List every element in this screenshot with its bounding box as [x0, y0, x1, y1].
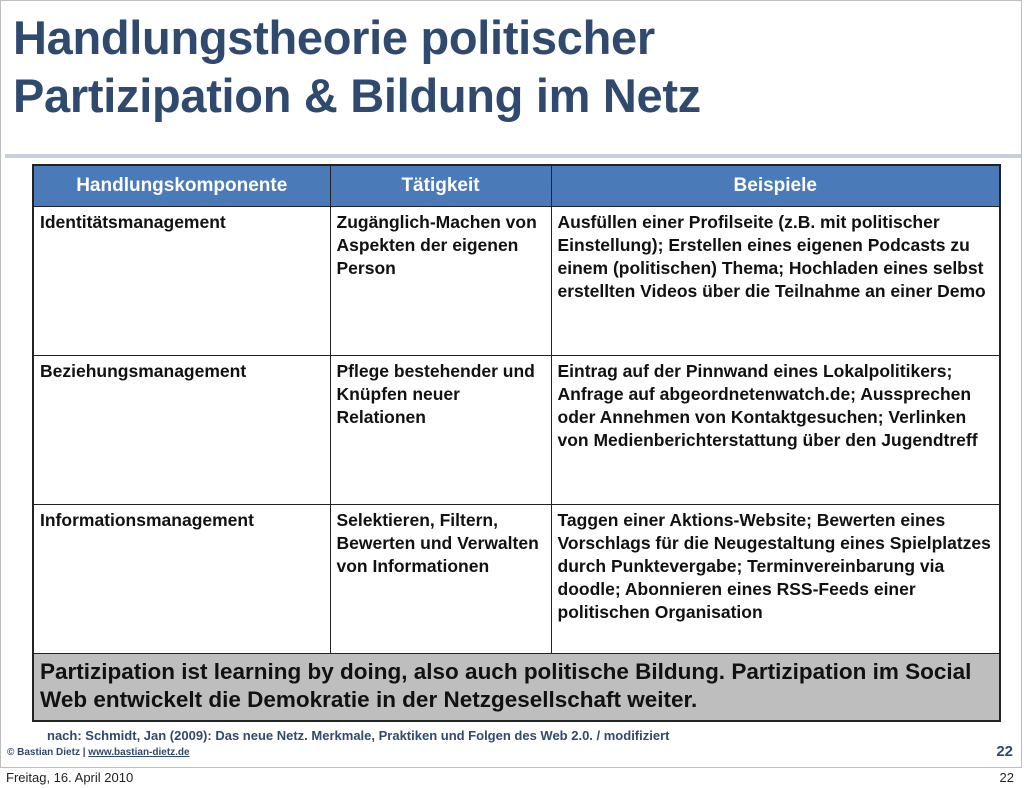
action-components-table	[32, 164, 1001, 722]
title-line-2: Partizipation & Bildung im Netz	[13, 69, 701, 122]
slide-number: 22	[996, 743, 1013, 760]
cell-activity: Zugänglich-Machen von Aspekten der eigenen Person	[330, 207, 551, 356]
cell-activity: Selektieren, Filtern, Bewerten und Verwalten von Informationen	[330, 505, 551, 654]
cell-examples: Taggen einer Aktions-Website; Bewerten eines Vorschlags für die Neugestaltung eines Spielplatzes durch Punktevergabe; Terminvereinbarung via doodle; Abonnieren eines RSS-Feeds einer politischen Organisation	[551, 505, 1000, 654]
website-link[interactable]: www.bastian-dietz.de	[88, 747, 190, 758]
summary-text: Partizipation ist learning by doing, also auch politische Bildung. Partizipation im Social Web entwickelt die Demokratie in der Netzgesellschaft weiter.	[33, 654, 1000, 722]
slide-title	[13, 9, 701, 125]
footer-page-number: 22	[999, 770, 1014, 785]
title-line-1: Handlungstheorie politischer	[13, 11, 655, 64]
header-activity: Tätigkeit	[330, 165, 551, 207]
summary-row	[33, 654, 1000, 722]
table-row	[33, 356, 1000, 505]
copyright-text: © Bastian Dietz |	[7, 747, 89, 758]
table-row	[33, 207, 1000, 356]
table-header-row	[33, 165, 1000, 207]
cell-activity: Pflege bestehender und Knüpfen neuer Relationen	[330, 356, 551, 505]
title-divider	[5, 154, 1021, 158]
source-note: nach: Schmidt, Jan (2009): Das neue Netz. Merkmale, Praktiken und Folgen des Web 2.0. / modifiziert	[47, 728, 670, 743]
cell-component: Beziehungsmanagement	[33, 356, 330, 505]
table-row	[33, 505, 1000, 654]
cell-examples: Eintrag auf der Pinnwand eines Lokalpolitikers; Anfrage auf abgeordnetenwatch.de; Aussprechen oder Annehmen von Kontaktgesuchen; Verlinken von Medienberichterstattung über den Jugendtreff	[551, 356, 1000, 505]
header-examples: Beispiele	[551, 165, 1000, 207]
footer-date: Freitag, 16. April 2010	[6, 770, 134, 785]
header-component: Handlungskomponente	[33, 165, 330, 207]
cell-component: Informationsmanagement	[33, 505, 330, 654]
cell-component: Identitätsmanagement	[33, 207, 330, 356]
copyright	[7, 747, 190, 758]
cell-examples: Ausfüllen einer Profilseite (z.B. mit politischer Einstellung); Erstellen eines eigenen Podcasts zu einem (politischen) Thema; Hochladen eines selbst erstellten Videos über die Teilnahme an einer Demo	[551, 207, 1000, 356]
